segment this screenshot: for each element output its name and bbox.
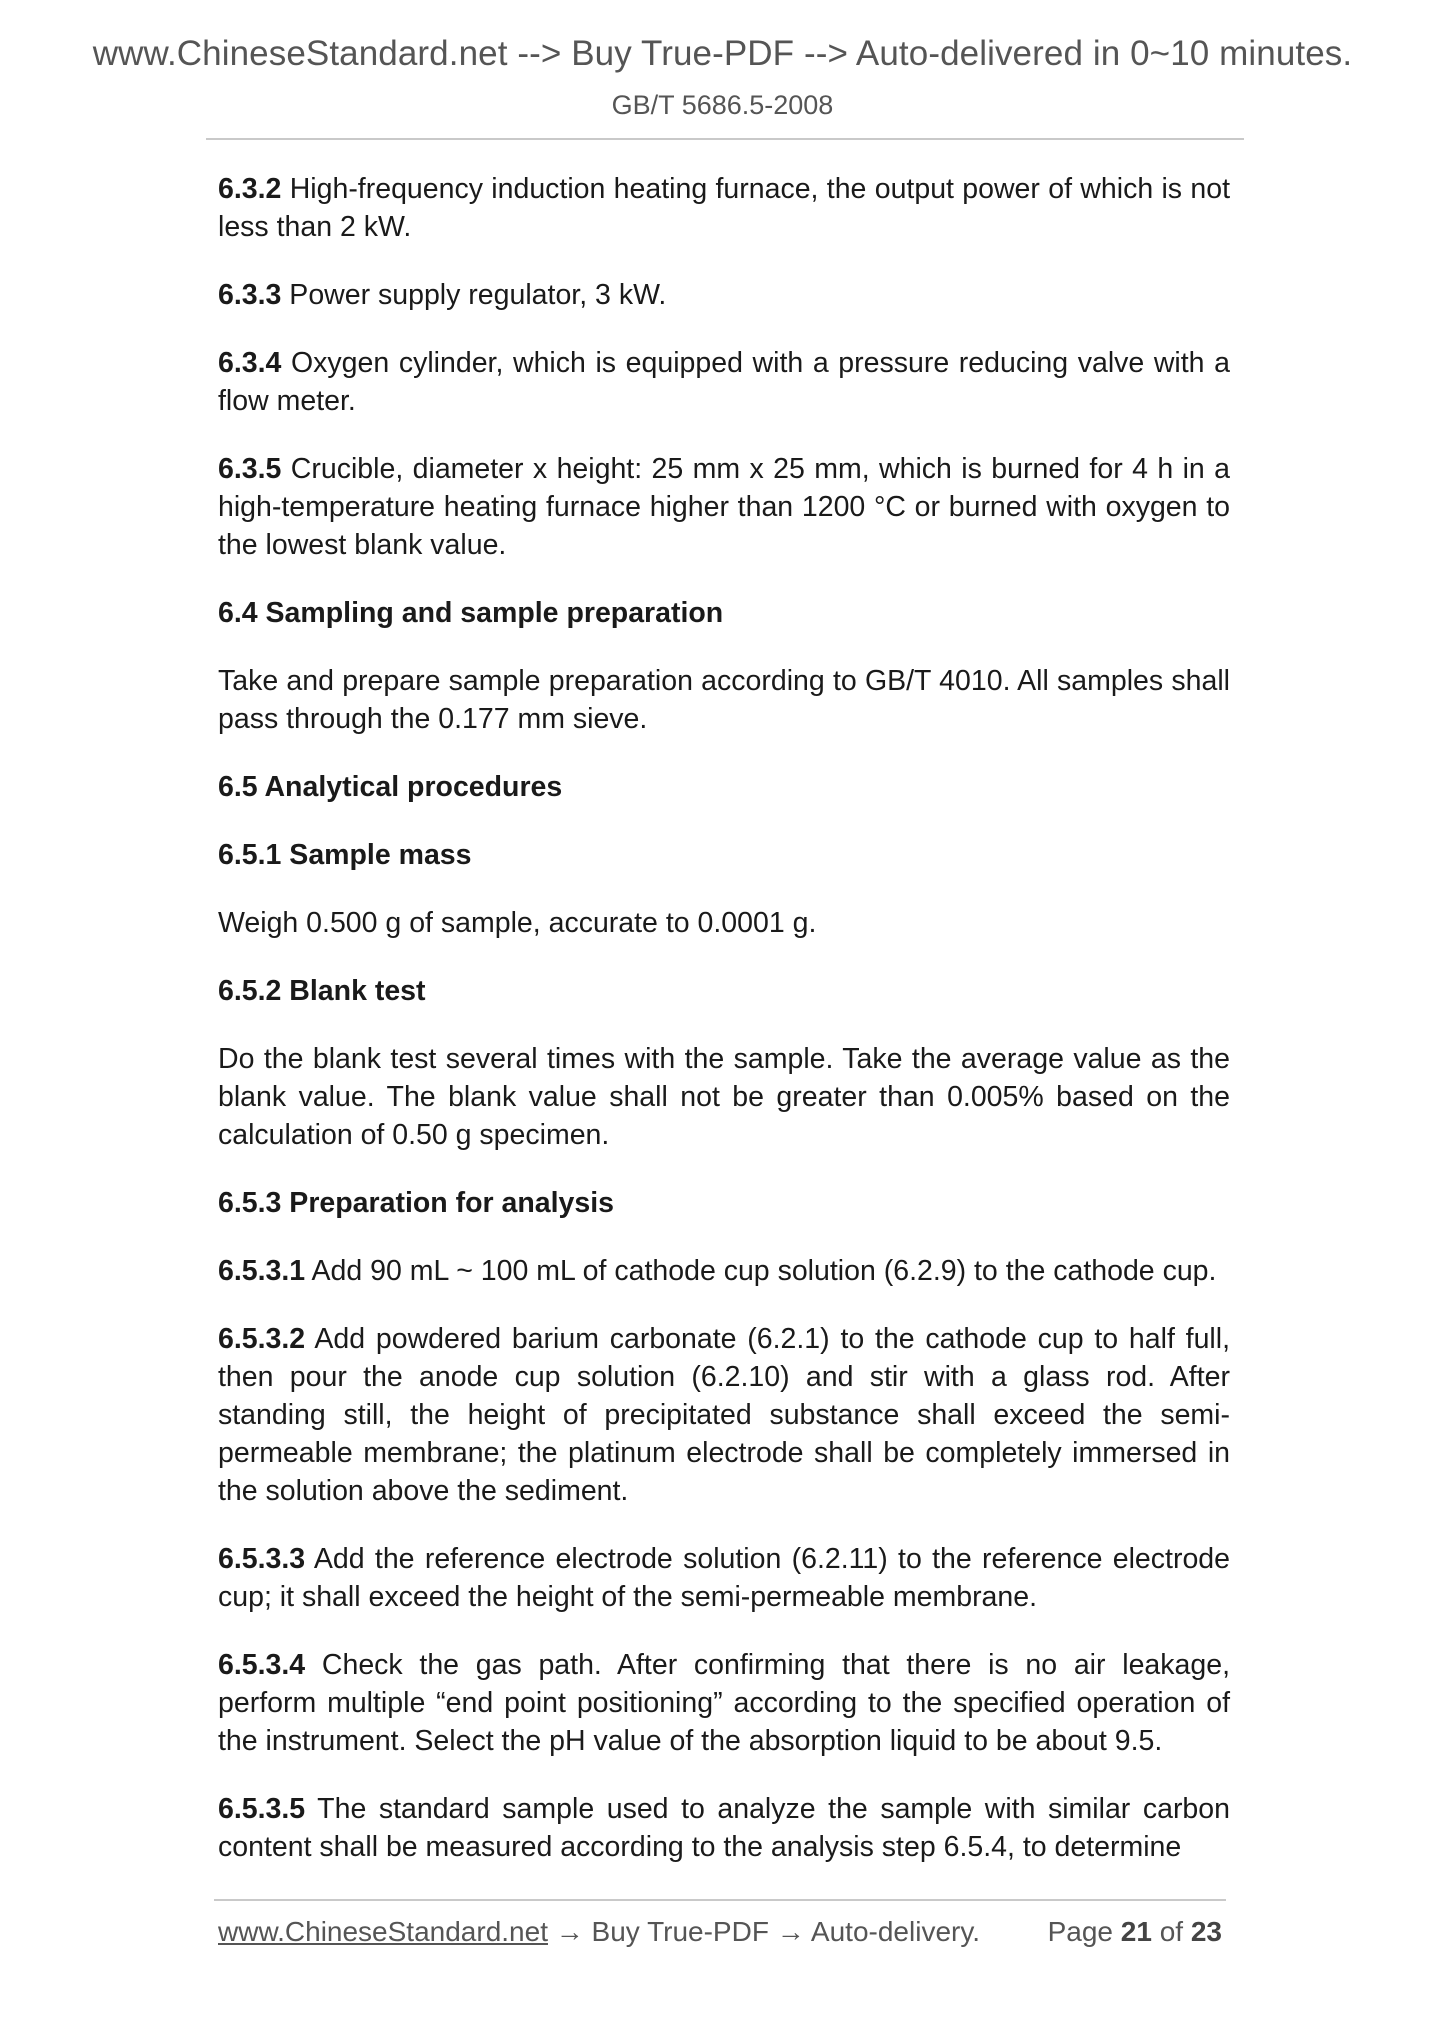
clause-text: Oxygen cylinder, which is equipped with a pressure reducing valve with a flow meter. <box>218 347 1230 417</box>
clause-6-5-3-3 <box>218 1540 1230 1616</box>
clause-text: Add powdered barium carbonate (6.2.1) to the cathode cup to half full, then pour the anode cup solution (6.2.10) and stir with a glass rod. After standing still, the height of precipitated substance shall exceed the semi-permeable membrane; the platinum electrode shall be completely immersed in the solution above the sediment. <box>218 1323 1230 1507</box>
clause-text: Crucible, diameter x height: 25 mm x 25 mm, which is burned for 4 h in a high-temperature heating furnace higher than 1200 °C or burned with oxygen to the lowest blank value. <box>218 453 1230 561</box>
clause-6-5-3-4 <box>218 1646 1230 1760</box>
clause-number: 6.3.3 <box>218 279 282 311</box>
clause-text: Power supply regulator, 3 kW. <box>281 279 667 311</box>
clause-text: Add the reference electrode solution (6.2.11) to the reference electrode cup; it shall exceed the height of the semi-permeable membrane. <box>218 1543 1230 1613</box>
heading-6-5-3: 6.5.3 Preparation for analysis <box>218 1187 615 1219</box>
clause-number: 6.3.5 <box>218 453 282 485</box>
of-word: of <box>1151 1916 1191 1947</box>
delivery-text: → Buy True-PDF → Auto-delivery. <box>547 1916 981 1947</box>
clause-text: Add 90 mL ~ 100 mL of cathode cup solution (6.2.9) to the cathode cup. <box>305 1255 1217 1287</box>
clause-number: 6.5.3.4 <box>218 1649 306 1681</box>
heading-6-5-1: 6.5.1 Sample mass <box>218 839 472 871</box>
site-link[interactable]: www.ChineseStandard.net <box>218 1916 548 1947</box>
paragraph-6-5-1: Weigh 0.500 g of sample, accurate to 0.0001 g. <box>218 907 817 939</box>
clause-text: The standard sample used to analyze the sample with similar carbon content shall be measured according to the analysis step 6.5.4, to determine <box>218 1793 1230 1863</box>
footer-promo <box>218 1916 980 1948</box>
document-code: GB/T 5686.5-2008 <box>611 90 834 120</box>
paragraph-6-4: Take and prepare sample preparation according to GB/T 4010. All samples shall pass through the 0.177 mm sieve. <box>218 665 1230 735</box>
clause-6-3-2 <box>218 170 1230 246</box>
clause-6-3-5 <box>218 450 1230 564</box>
clause-6-5-3-1 <box>218 1252 1230 1290</box>
clause-number: 6.5.3.2 <box>218 1323 306 1355</box>
clause-number: 6.5.3.1 <box>218 1255 306 1287</box>
document-body <box>218 170 1230 1896</box>
clause-6-5-3-2 <box>218 1320 1230 1510</box>
clause-6-5-3-5 <box>218 1790 1230 1866</box>
page-footer <box>218 1916 1222 1948</box>
heading-6-4: 6.4 Sampling and sample preparation <box>218 597 724 629</box>
page-indicator <box>1048 1916 1222 1948</box>
clause-6-3-3 <box>218 276 1230 314</box>
clause-text: Check the gas path. After confirming that there is no air leakage, perform multiple “end point positioning” according to the specified operation of the instrument. Select the pH value of the absorption liquid to be about 9.5. <box>218 1649 1230 1757</box>
clause-number: 6.3.4 <box>218 347 282 379</box>
footer-divider <box>214 1899 1226 1901</box>
clause-number: 6.5.3.5 <box>218 1793 306 1825</box>
clause-number: 6.3.2 <box>218 173 282 205</box>
clause-6-3-4 <box>218 344 1230 420</box>
clause-number: 6.5.3.3 <box>218 1543 306 1575</box>
current-page-number: 21 <box>1120 1916 1152 1947</box>
paragraph-6-5-2: Do the blank test several times with the sample. Take the average value as the blank value. The blank value shall not be greater than 0.005% based on the calculation of 0.50 g specimen. <box>218 1043 1230 1151</box>
heading-6-5: 6.5 Analytical procedures <box>218 771 563 803</box>
source-banner: www.ChineseStandard.net --> Buy True-PDF --> Auto-delivered in 0~10 minutes. <box>92 34 1353 73</box>
total-pages-number: 23 <box>1190 1916 1222 1947</box>
heading-6-5-2: 6.5.2 Blank test <box>218 975 426 1007</box>
clause-text: High-frequency induction heating furnace, the output power of which is not less than 2 kW. <box>218 173 1230 243</box>
page-word: Page <box>1047 1916 1121 1947</box>
header-divider <box>206 138 1244 140</box>
